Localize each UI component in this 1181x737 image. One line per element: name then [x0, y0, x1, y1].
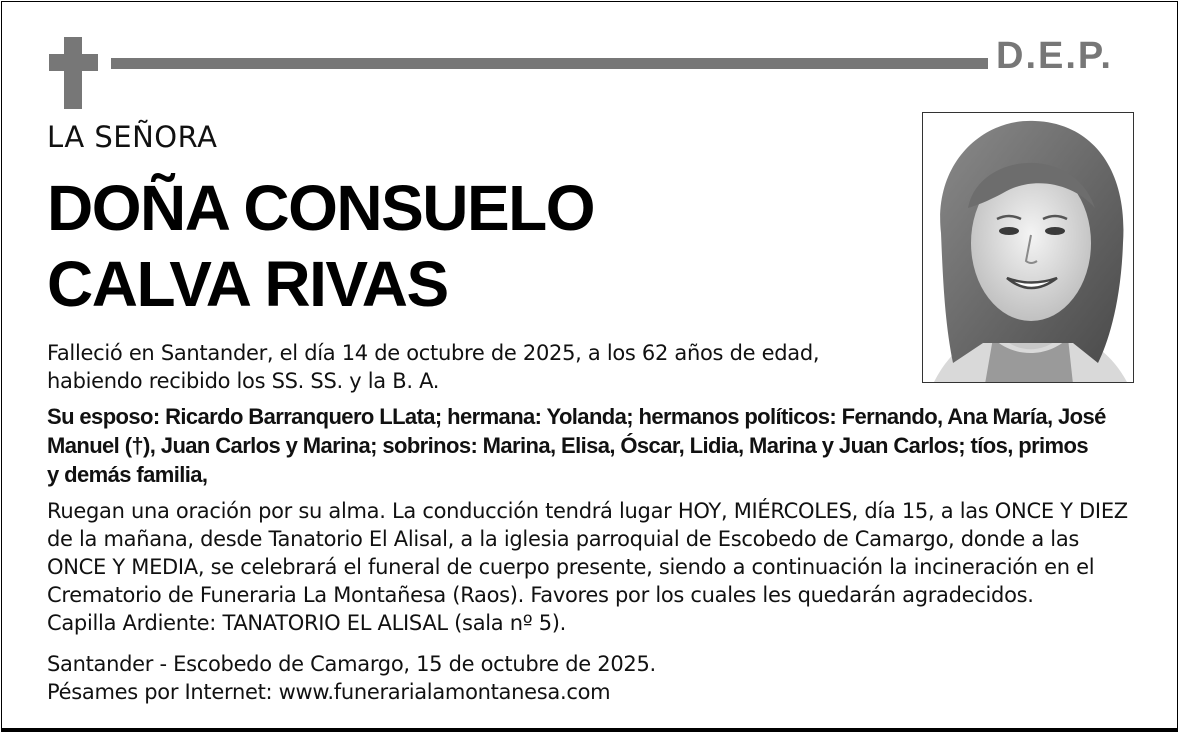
family-line3: y demás familia,	[47, 462, 208, 487]
family-line1: Su esposo: Ricardo Barranquero LLata; hermana: Yolanda; hermanos políticos: Fernando, Ana María, José	[47, 404, 1106, 429]
service-line4: Crematorio de Funeraria La Montañesa (Raos). Favores por los cuales les quedarán agradecidos.	[47, 583, 1034, 607]
deceased-name	[47, 170, 594, 322]
death-notice-line2: habiendo recibido los SS. SS. y la B. A.	[47, 369, 440, 393]
deceased-name-line1: DOÑA CONSUELO	[47, 172, 595, 244]
death-notice-paragraph	[47, 339, 887, 395]
cross-icon	[64, 37, 82, 109]
header-rule	[111, 58, 988, 69]
portrait-illustration	[923, 113, 1134, 383]
deceased-name-line2: CALVA RIVAS	[47, 248, 448, 320]
service-line5: Capilla Ardiente: TANATORIO EL ALISAL (sala nº 5).	[47, 611, 567, 635]
condolences-line: Pésames por Internet: www.funerarialamontanesa.com	[47, 680, 611, 704]
service-line2: de la mañana, desde Tanatorio El Alisal, a la iglesia parroquial de Escobedo de Camargo, donde a las	[47, 527, 1080, 551]
dep-label: D.E.P.	[996, 35, 1113, 77]
family-paragraph	[47, 402, 1147, 489]
footer-paragraph	[47, 650, 947, 706]
cross-icon-bar	[49, 54, 98, 71]
honorific: LA SEÑORA	[47, 120, 218, 154]
service-line3: ONCE Y MEDIA, se celebrará el funeral de cuerpo presente, siendo a continuación la incineración en el	[47, 555, 1095, 579]
portrait-photo	[922, 112, 1134, 383]
service-paragraph	[47, 497, 1147, 637]
death-notice-line1: Falleció en Santander, el día 14 de octubre de 2025, a los 62 años de edad,	[47, 341, 820, 365]
family-line2: Manuel (†), Juan Carlos y Marina; sobrinos: Marina, Elisa, Óscar, Lidia, Marina y Juan Carlos; tíos, primos	[47, 433, 1088, 458]
service-line1: Ruegan una oración por su alma. La conducción tendrá lugar HOY, MIÉRCOLES, día 15, a las ONCE Y DIEZ	[47, 499, 1128, 523]
place-date: Santander - Escobedo de Camargo, 15 de octubre de 2025.	[47, 652, 656, 676]
